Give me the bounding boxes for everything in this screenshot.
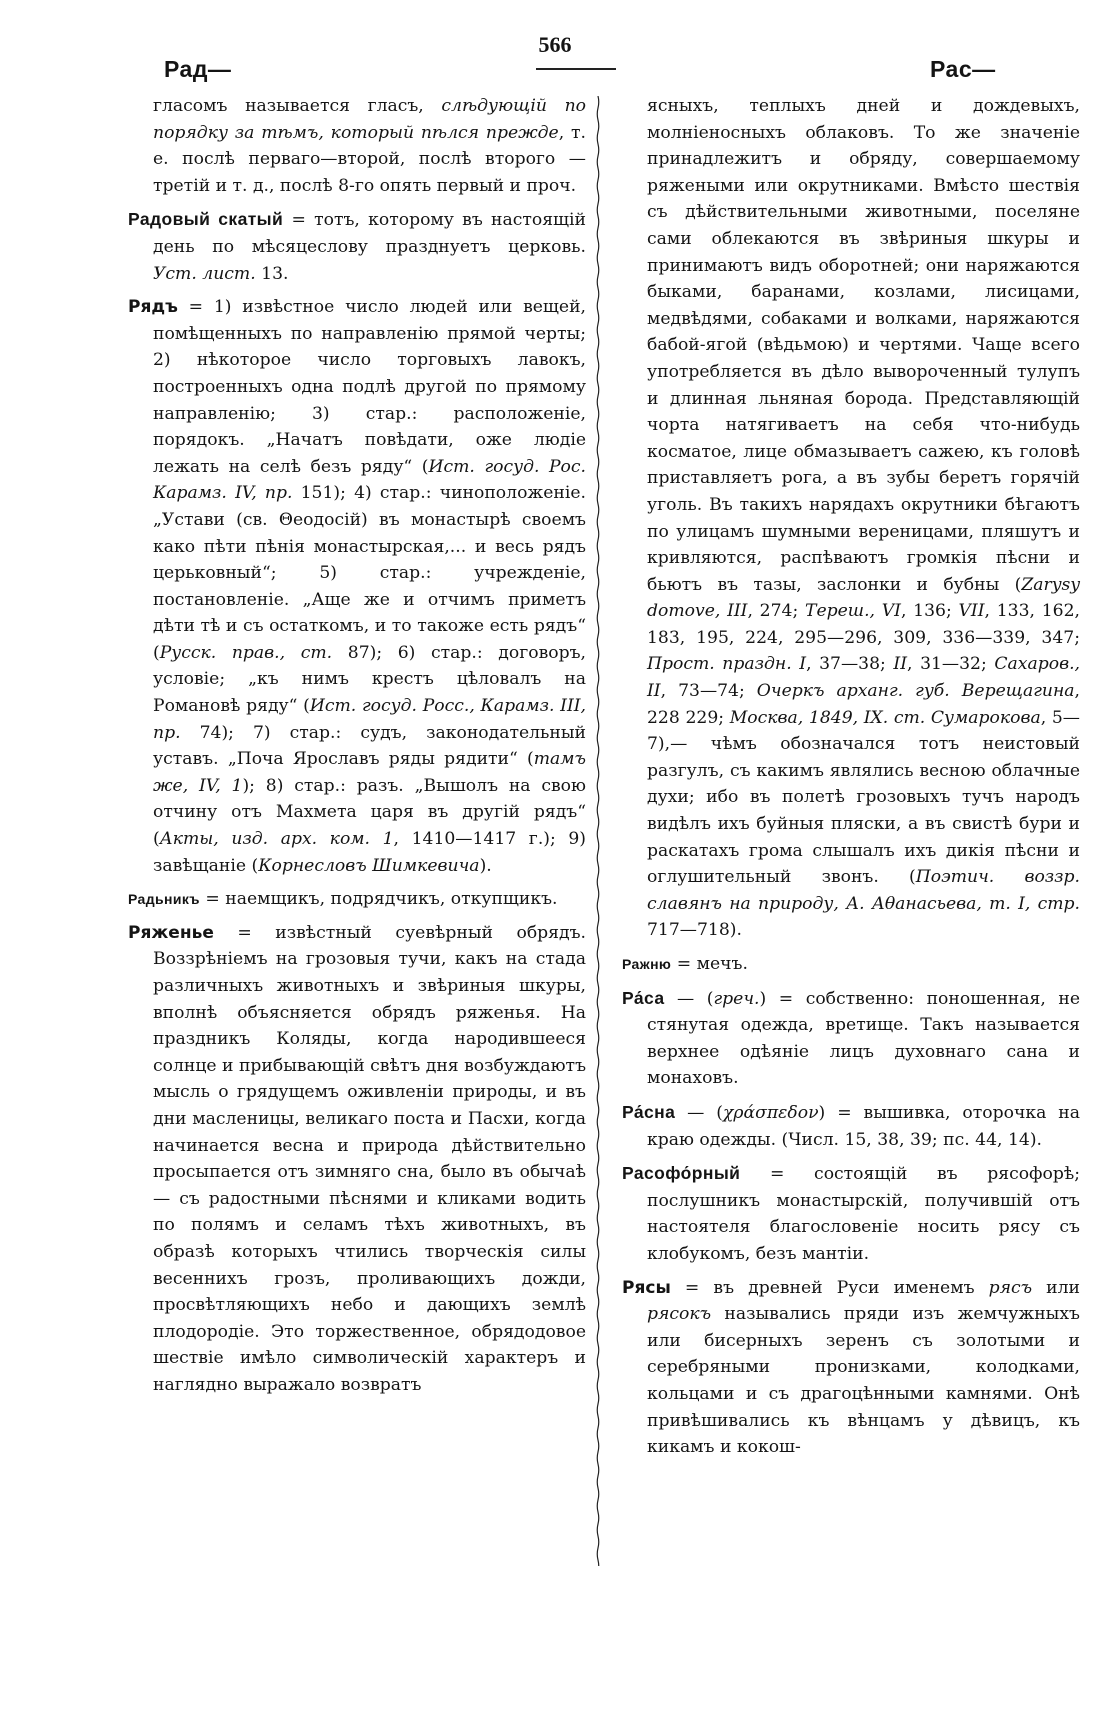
definition-text: — ( [664,988,714,1009]
citation-text: Ист. госуд. Рос. Карамз. IV, пр. [153,456,586,504]
definition-text: , 136; [900,601,959,622]
dictionary-entry [622,1099,1080,1153]
definition-text: ); 8) стар.: разъ. „Вышолъ на свою отчину отъ Махмета царя въ другій рядъ“ ( [153,775,586,850]
citation-text: Тереш., VI [805,601,901,622]
citation-text: рясъ [988,1277,1033,1298]
definition-text: ). [479,855,492,876]
definition-text: ясныхъ, теплыхъ дней и дождевыхъ, молніеносныхъ облаковъ. То же значеніе принадлежитъ и обряду, совершаемому ряжеными или окрутниками. Вмѣсто шествія съ дѣйствительными животными, поселяне сами облекаются въ звѣриныя шкуры и принимаютъ видъ оборотней; они наряжаются быками, баранами, козлами, лисицами, медвѣдями, собаками и волками, наряжаются бабой-ягой (вѣдьмою) и чертями. Чаще всего употребляется въ дѣло вывороченный тулупъ и длинная льняная борода. Представляющій чорта натягиваетъ на себя что-нибудь косматое, лице обмазываетъ сажею, къ головѣ приставляетъ рога, а въ зубы беретъ горячій уголь. Въ такихъ нарядахъ окрутники бѣгаютъ по улицамъ шумными вереницами, пляшутъ и кривляются, распѣваютъ громкія пѣсни и бьютъ въ тазы, заслонки и бубны ( [647,96,1080,595]
citation-text: VII [958,601,985,622]
citation-text: слѣдующій по порядку за тѣмъ, который пѣлся прежде [153,96,586,143]
dictionary-entry [622,951,1080,978]
citation-text: рясокъ [647,1304,712,1325]
headword: Рядъ [128,297,178,318]
citation-text: Ист. госуд. Росс., Карамз. III, пр. [153,696,586,743]
definition-text: , 5—7),— чѣмъ обозначался тотъ неистовый разгулъ, съ какимъ являлись весною облачные духи; ибо въ полетѣ грозовыхъ тучъ народъ видѣлъ ихъ буйныя пляски, а въ свистѣ бури и раскатахъ грома слышалъ ихъ дикія пѣсни и оглушительный звонъ. ( [647,707,1080,888]
dictionary-entry [622,985,1080,1092]
headword: Расофо́рный [622,1163,741,1184]
definition-text: 74); 7) стар.: судъ, законодательный уставъ. „Поча Ярославъ ряды рядити“ ( [153,722,586,770]
dictionary-entry [622,1160,1080,1267]
definition-text: или [1032,1277,1081,1298]
definition-text: , т. е. послѣ перваго—второй, послѣ второго — третій и т. д., послѣ 8-го опять первый и проч. [153,122,586,196]
definition-text: — ( [675,1102,724,1123]
citation-text: Zarysy domove, III [647,574,1080,622]
headword: Рясы [622,1277,671,1298]
dictionary-entry [128,206,586,287]
entry-continuation [622,93,1080,944]
column-divider [596,96,600,1566]
citation-text: Уст. лист. [153,263,256,284]
headword: Ражню [622,956,672,972]
headword: Радовый скатый [128,209,284,230]
definition-text: , 73—74; [660,681,757,702]
definition-text: 151); 4) стар.: чиноположеніе. „Устави (св. Θеодосій) въ монастырѣ своемъ како пѣти пѣнія монастырская,... и весь рядъ церьковный“; 5) стар.: учрежденіе, постановленіе. „Аще же и отчимъ приметъ дѣти тѣ и съ остаткомъ, и то такоже есть рядъ“ ( [153,483,586,663]
dictionary-entry [622,1275,1080,1461]
citation-text: χράσπεδον [723,1102,819,1123]
right-column [622,93,1080,1468]
headword: Ра́са [622,987,665,1008]
headword: Радьникъ [128,891,200,908]
definition-text: = 1) извѣстное число людей или вещей, помѣщенныхъ по направленію прямой черты; 2) нѣкоторое число торговыхъ лавокъ, построенныхъ одна подлѣ другой по прямому направленію; 3) стар.: расположеніе, порядокъ. „Начатъ повѣдати, оже людіе лежать на селѣ безъ ряду“ ( [153,297,586,477]
headword: Ряженье [128,922,214,943]
citation-text: Поэтич. воззр. славянъ на природу, А. Аθанасьева, т. I, стр. [647,867,1081,914]
citation-text: Сахаров., II [647,654,1080,702]
citation-text: Корнесловъ Шимкевича [258,855,480,876]
citation-text: Москва, 1849, IX. ст. Сумарокова [729,707,1041,728]
definition-text: = извѣстный суевѣрный обрядъ. Воззрѣніемъ на грозовыя тучи, какъ на стада различныхъ животныхъ и звѣриныя шкуры, вполнѣ объясняется обрядъ ряженья. На праздникъ Коляды, когда народившееся солнце и прибывающій свѣтъ дня возбуждаютъ мысль о грядущемъ оживленіи природы, и въ дни масленицы, великаго поста и Пасхи, когда начинается весна и природа дѣйствительно просыпается отъ зимняго сна, было въ обычаѣ — съ радостными пѣснями и кликами водить по полямъ и селамъ тѣхъ животныхъ, въ образѣ которыхъ чтились творческія силы весеннихъ грозъ, проливающихъ дожди, просвѣтляющихъ небо и дающихъ землѣ плодородіе. Это торжественное, обрядодовое шествіе имѣло символическій характеръ и наглядно выражало возвратъ [153,922,587,1395]
definition-text: назывались пряди изъ жемчужныхъ или бисерныхъ зеренъ съ золотыми и серебряными пронизками, колодками, кольцами и съ драгоцѣнными камнями. Онѣ привѣшивались къ вѣнцамъ у дѣвицъ, къ кикамъ и кокош- [647,1304,1080,1458]
dictionary-entry [128,920,586,1399]
citation-text: Акты, изд. арх. ком. 1 [159,829,394,850]
definition-text: 13. [255,263,289,284]
headword: Ра́сна [622,1101,676,1122]
left-column [128,93,586,1406]
definition-text: = наемщикъ, подрядчикъ, откупщикъ. [199,889,558,910]
definition-text: , 274; [747,601,805,622]
dictionary-entry [128,294,586,879]
citation-text: Очеркъ арханг. губ. Верещагина [756,681,1075,702]
definition-text: , 1410—1417 г.); 9) завѣщаніе ( [153,829,586,876]
citation-text: Прост. праздн. I [647,654,807,675]
definition-text: = мечъ. [671,954,748,974]
citation-text: греч. [713,988,760,1009]
definition-text: , 228 229; [647,681,1080,728]
citation-text: тамъ же, IV, 1 [153,749,586,796]
definition-text: , 31—32; [907,654,995,675]
entry-continuation [128,93,586,199]
definition-text: ) = собственно: поношенная, не стянутая одежда, вретище. Такъ называется верхнее одѣяніе лицъ духовнаго сана и монаховъ. [647,988,1080,1089]
definition-text: гласомъ называется гласъ, [153,96,442,116]
dictionary-entry [128,886,586,913]
citation-text: II [893,654,908,675]
page-number: 566 [538,32,572,57]
definition-text: = состоящій въ рясофорѣ; послушникъ монастырскій, получившій отъ настоятеля благословеніе носить рясу съ клобукомъ, безъ мантіи. [647,1164,1080,1264]
running-head-left: Рад— [164,56,232,82]
definition-text: = въ древней Руси именемъ [670,1277,989,1298]
definition-text: , 37—38; [806,654,894,675]
definition-text: 717—718). [647,920,742,941]
definition-text: = тотъ, которому въ настоящій день по мѣсяцеслову празднуетъ церковь. [153,210,586,257]
definition-text: 87); 6) стар.: договоръ, условіе; „къ нимъ крестъ цѣловалъ на Романовѣ ряду“ ( [153,642,586,717]
page-number-rule [536,68,616,70]
definition-text: ) = вышивка, оторочка на краю одежды. (Числ. 15, 38, 39; пс. 44, 14). [647,1102,1080,1150]
definition-text: , 133, 162, 183, 195, 224, 295—296, 309, 336—339, 347; [647,601,1080,648]
citation-text: Русск. прав., ст. [159,642,333,663]
running-head-right: Рас— [930,56,996,82]
